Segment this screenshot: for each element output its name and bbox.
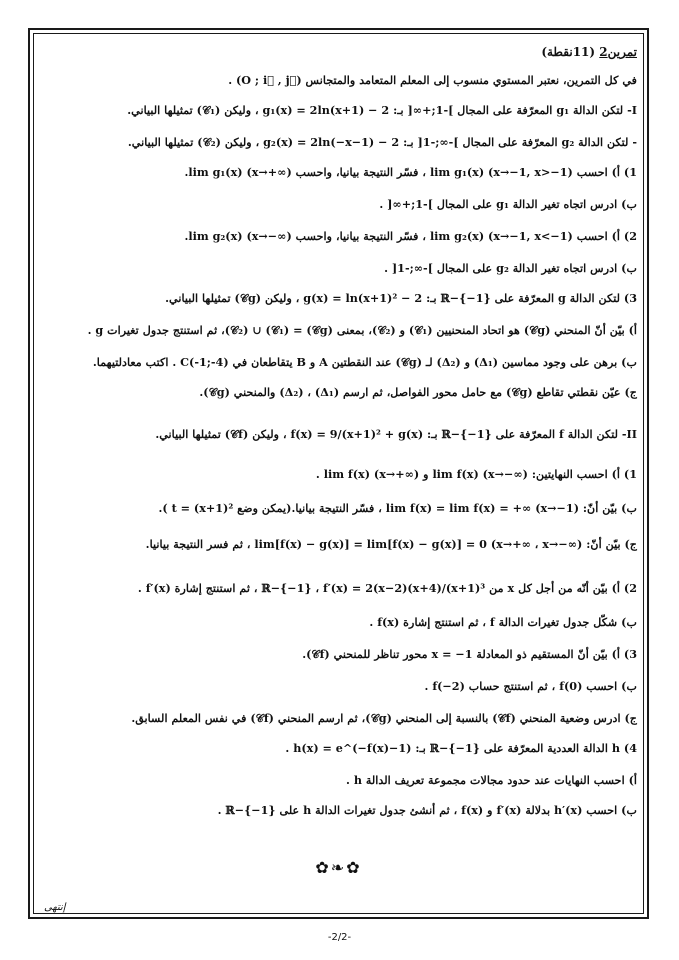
question-II-4a: أ) احسب النهايات عند حدود مجالات مجموعة تعريف الدالة h . (346, 773, 637, 787)
question-II-1a: 1) أ) احسب النهايتين: lim f(x) (x→−∞) و lim f(x) (x→+∞) . (315, 467, 637, 481)
part2-f-definition: II- لتكن الدالة f المعرّفة على ℝ−{−1} بـ: f(x) = 9/(x+1)² + g(x) ، وليكن (𝒞f) تمثيلها البياني. (155, 427, 637, 441)
question-II-1b: ب) بيّن أنّ: lim f(x) = lim f(x) = +∞ (x→−1) ، فسّر النتيجة بيانيا.(يمكن وضع t = (x+1)² ). (158, 501, 637, 515)
question-1a: 1) أ) احسب lim g₁(x) (x→−1, x>−1) ، فسّر النتيجة بيانيا، واحسب lim g₁(x) (x→+∞). (184, 165, 637, 179)
question-II-1c: ج) بيّن أنّ: lim[f(x) − g(x)] = lim[f(x) − g(x)] = 0 (x→+∞ ، x→−∞) ، ثم فسر النتيجة بيانيا. (145, 537, 637, 551)
question-II-2b: ب) شكّل جدول تغيرات الدالة f ، ثم استنتج إشارة f(x) . (369, 615, 637, 629)
end-signature: إنتهى (44, 902, 66, 913)
question-II-3c: ج) ادرس وضعية المنحني (𝒞f) بالنسبة إلى المنحني (𝒞g)، ثم ارسم المنحني (𝒞f) في نفس المعلم السابق. (131, 711, 637, 725)
question-3c: ج) عيّن نقطتي تقاطع (𝒞g) مع حامل محور الفواصل، ثم ارسم (Δ₁) ، (Δ₂) والمنحني (𝒞g). (199, 385, 637, 399)
question-II-4: 4) h الدالة العددية المعرّفة على ℝ−{−1} بـ: h(x) = e^(−f(x)−1) . (285, 741, 637, 755)
question-II-3a: 3) أ) بيّن أنّ المستقيم ذو المعادلة x = −1 محور تناظر للمنحني (𝒞f). (302, 647, 637, 661)
intro-line: في كل التمرين، نعتبر المستوي منسوب إلى المعلم المتعامد والمتجانس (O ; i⃗ , j⃗) . (228, 73, 637, 87)
question-2b: ب) ادرس اتجاه تغير الدالة g₂ على المجال ]-∞;-1[ . (384, 261, 637, 275)
question-3: 3) لتكن الدالة g المعرّفة على ℝ−{−1} بـ: g(x) = ln(x+1)² − 2 ، وليكن (𝒞g) تمثيلها البياني. (165, 291, 637, 305)
ornament-divider: ✿❧✿ (315, 858, 362, 877)
question-1b: ب) ادرس اتجاه تغير الدالة g₁ على المجال ]-1;+∞[ . (379, 197, 637, 211)
exercise-title-label: تمرين2 (599, 45, 637, 59)
page-number: -2/2- (327, 932, 352, 943)
exercise-title-points: (11نقطة) (541, 45, 596, 59)
question-3b: ب) برهن على وجود مماسين (Δ₁) و (Δ₂) لـ (𝒞g) عند النقطتين A و B يتقاطعان في C(-1;-4) . اكتب معادلتيهما. (92, 355, 637, 369)
part1-g2-definition: - لتكن الدالة g₂ المعرّفة على المجال ]-∞;-1[ بـ: g₂(x) = 2ln(−x−1) − 2 ، وليكن (𝒞₂) تمثيلها البياني. (127, 135, 637, 149)
exercise-title (40, 44, 637, 60)
question-2a: 2) أ) احسب lim g₂(x) (x→−1, x<−1) ، فسّر النتيجة بيانيا، واحسب lim g₂(x) (x→−∞). (184, 229, 637, 243)
question-II-4b: ب) احسب h′(x) بدلالة f′(x) و f(x) ، ثم أنشئ جدول تغيرات الدالة h على ℝ−{−1} . (217, 803, 637, 817)
exercise-page (40, 38, 637, 913)
part1-g1-definition: I- لتكن الدالة g₁ المعرّفة على المجال ]-1;+∞[ بـ: g₁(x) = 2ln(x+1) − 2 ، وليكن (𝒞₁) تمثيلها البياني. (127, 103, 637, 117)
question-II-3b: ب) احسب f(0) ، ثم استنتج حساب f(−2) . (424, 679, 637, 693)
question-II-2a: 2) أ) بيّن أنّه من أجل كل x من ℝ−{−1} ، f′(x) = 2(x−2)(x+4)/(x+1)³ ، ثم استنتج إشارة f′(x) . (137, 581, 637, 595)
question-3a: أ) بيّن أنّ المنحني (𝒞g) هو اتحاد المنحنيين (𝒞₁) و (𝒞₂)، بمعنى (𝒞g) = (𝒞₁) ∪ (𝒞₂)، ثم استنتج جدول تغيرات g . (87, 323, 637, 337)
